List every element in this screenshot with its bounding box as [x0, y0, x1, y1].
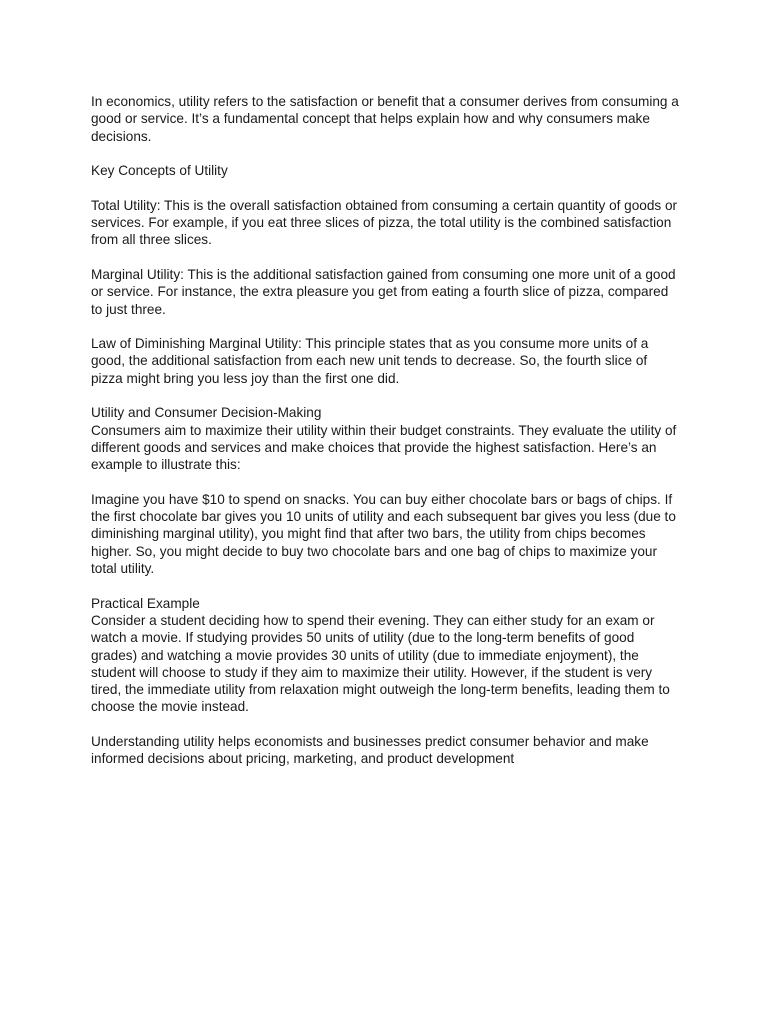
law-diminishing-paragraph: Law of Diminishing Marginal Utility: This principle states that as you consume more units of a good, the additional satisfaction from each new unit tends to decrease. So, the fourth slice of pizza might bring you less joy than the first one did.	[91, 336, 649, 386]
conclusion-paragraph: Understanding utility helps economists and businesses predict consumer behavior and make informed decisions about pricing, marketing, and product development	[91, 733, 649, 767]
practical-paragraph: Consider a student deciding how to spend their evening. They can either study for an exam or watch a movie. If studying provides 50 units of utility (due to the long-term benefits of good grades) and watching a movie provides 30 units of utility (due to immediate enjoyment), the student will choose to study if they aim to maximize their utility. However, if the student is very tired, the immediate utility from relaxation might outweigh the long-term benefits, leading them to choose the movie instead.	[91, 612, 670, 715]
key-concepts-heading: Key Concepts of Utility	[91, 163, 228, 179]
document-body	[91, 93, 681, 785]
snacks-example-paragraph: Imagine you have $10 to spend on snacks. You can buy either chocolate bars or bags of chips. If the first chocolate bar gives you 10 units of utility and each subsequent bar gives you less (due to diminishing marginal utility), you might find that after two bars, the utility from chips becomes higher. So, you might decide to buy two chocolate bars and one bag of chips to maximize your total utility.	[91, 491, 676, 577]
marginal-utility-paragraph: Marginal Utility: This is the additional satisfaction gained from consuming one more unit of a good or service. For instance, the extra pleasure you get from eating a fourth slice of pizza, compared to just three.	[91, 266, 676, 317]
practical-heading: Practical Example	[91, 595, 200, 611]
total-utility-paragraph: Total Utility: This is the overall satisfaction obtained from consuming a certain quantity of goods or services. For example, if you eat three slices of pizza, the total utility is the combined satisfaction from all three slices.	[91, 197, 678, 248]
decision-heading: Utility and Consumer Decision-Making	[91, 405, 322, 421]
decision-paragraph: Consumers aim to maximize their utility within their budget constraints. They evaluate the utility of different goods and services and make choices that provide the highest satisfaction. Here’s an example to illustrate this:	[91, 422, 677, 473]
intro-paragraph: In economics, utility refers to the satisfaction or benefit that a consumer derives from consuming a good or service. It’s a fundamental concept that helps explain how and why consumers make decisions.	[91, 94, 679, 144]
